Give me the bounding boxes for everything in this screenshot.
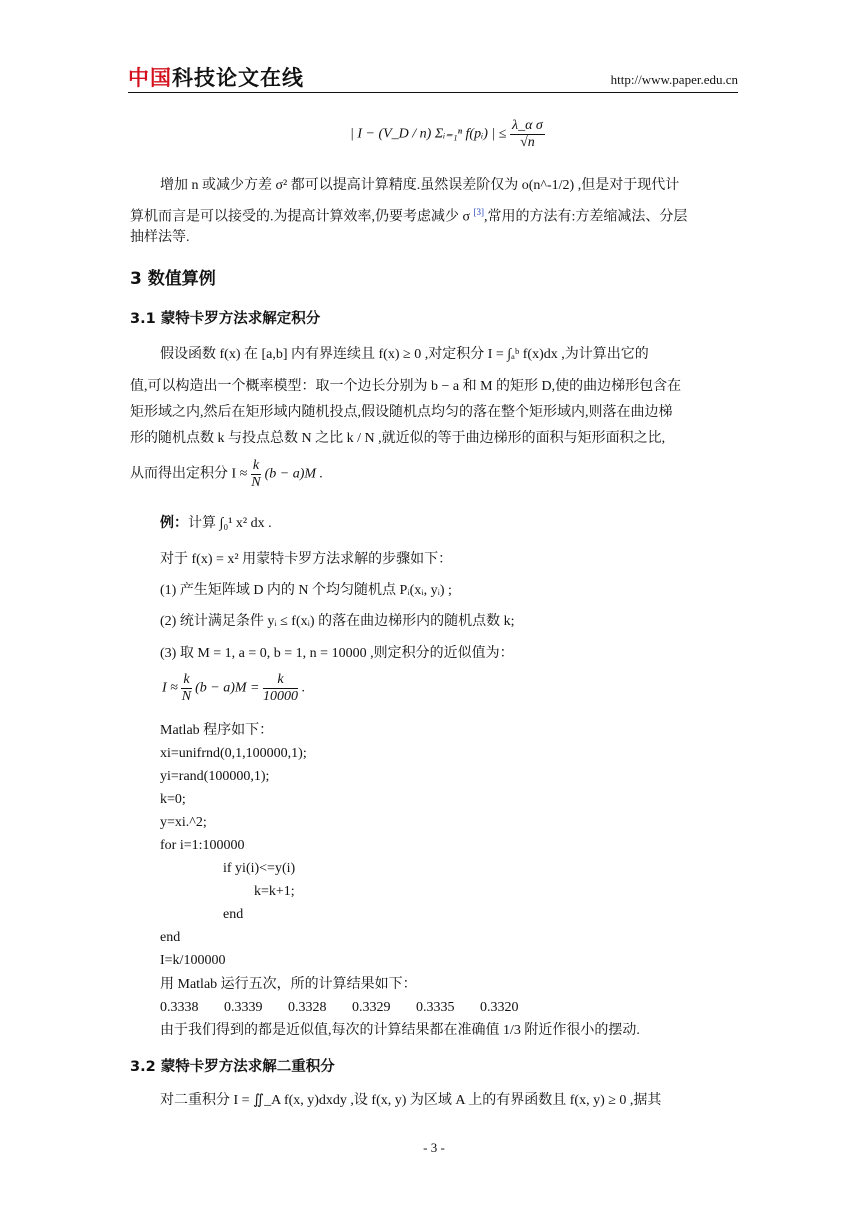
error-bound-formula bbox=[350, 118, 545, 151]
header-url[interactable]: http://www.paper.edu.cn bbox=[610, 72, 738, 87]
para1-line2-b: ,常用的方法有:方差缩减法、分层 bbox=[484, 209, 688, 225]
page-number: - 3 - bbox=[423, 1140, 445, 1155]
code-line-7: k=k+1; bbox=[254, 884, 295, 899]
run-intro: 用 Matlab 运行五次，所的计算结果如下： bbox=[160, 977, 417, 992]
conclusion: 由于我们得到的都是近似值,每次的计算结果都在准确值 1/3 附近作很小的摆动. bbox=[160, 1023, 640, 1038]
approx-formula bbox=[162, 672, 305, 705]
result-value: 0.3339 bbox=[224, 1000, 263, 1015]
approx-middle: (b − a)M = bbox=[195, 680, 260, 696]
step-3: (3) 取 M = 1, a = 0, b = 1, n = 10000 ,则定积分的近似值为： bbox=[160, 646, 514, 661]
step-1: (1) 产生矩阵域 D 内的 N 个均匀随机点 Pᵢ(xᵢ, yᵢ) ; bbox=[160, 583, 452, 598]
approx-frac-k-n bbox=[181, 672, 191, 705]
example-text: 计算 ∫₀¹ x² dx . bbox=[188, 516, 272, 531]
para1-line1: 增加 n 或减少方差 σ² 都可以提高计算精度.虽然误差阶仅为 o(n^-1/2) ,但是对于现代计 bbox=[160, 178, 680, 193]
approx-period: . bbox=[301, 680, 305, 696]
result-value: 0.3338 bbox=[160, 1000, 199, 1015]
frac-denominator-n: N bbox=[251, 475, 261, 490]
para1-line2-a: 算机而言是可以接受的.为提高计算效率,仍要考虑减少 σ bbox=[130, 209, 474, 225]
para2-line5-b: (b − a)M . bbox=[264, 466, 324, 482]
steps-intro: 对于 f(x) = x² 用蒙特卡罗方法求解的步骤如下： bbox=[160, 552, 453, 567]
example-label: 例： bbox=[160, 516, 188, 531]
results-row bbox=[160, 997, 544, 1019]
citation-link[interactable]: [3] bbox=[473, 207, 485, 217]
section-heading-3-2: 3.2 蒙特卡罗方法求解二重积分 bbox=[130, 1059, 335, 1075]
logo-black-text: 科技论文在线 bbox=[172, 66, 304, 90]
para1-line3: 抽样法等. bbox=[130, 230, 190, 245]
para2-line1: 假设函数 f(x) 在 [a,b] 内有界连续且 f(x) ≥ 0 ,对定积分 I = ∫ₐᵇ f(x)dx ,为计算出它的 bbox=[160, 347, 649, 362]
para2-line3: 矩形域之内,然后在矩形域内随机投点,假设随机点均匀的落在整个矩形域内,则落在曲边梯 bbox=[130, 405, 673, 420]
approx-num-k: k bbox=[183, 672, 190, 687]
code-line-5: for i=1:100000 bbox=[160, 838, 245, 853]
code-line-6: if yi(i)<=y(i) bbox=[223, 861, 296, 876]
approx-frac-k-10000 bbox=[263, 672, 298, 705]
para1-line2 bbox=[130, 201, 687, 229]
para2-line5-a: 从而得出定积分 I ≈ bbox=[130, 466, 248, 482]
error-bound-numerator: λ_α σ bbox=[512, 118, 543, 133]
error-bound-lhs: | I − (V_D / n) Σᵢ₌₁ⁿ f(pᵢ) | ≤ bbox=[350, 126, 507, 142]
code-line-9: end bbox=[160, 930, 181, 945]
section-heading-3: 3 数值算例 bbox=[130, 269, 216, 289]
example-line bbox=[160, 513, 272, 535]
approx-num-k2: k bbox=[263, 672, 298, 689]
frac-numerator-k: k bbox=[252, 458, 260, 473]
para2-line2: 值,可以构造出一个概率模型：取一个边长分别为 b − a 和 M 的矩形 D,使的曲边梯形包含在 bbox=[130, 379, 682, 394]
step-2: (2) 统计满足条件 yᵢ ≤ f(xᵢ) 的落在曲边梯形内的随机点数 k; bbox=[160, 614, 515, 629]
error-bound-denominator: √n bbox=[520, 135, 535, 150]
result-value: 0.3328 bbox=[288, 1000, 327, 1015]
approx-den-n: N bbox=[181, 689, 192, 704]
code-line-8: end bbox=[223, 907, 244, 922]
logo-red-text: 中国 bbox=[128, 66, 172, 90]
approx-lhs: I ≈ bbox=[162, 680, 178, 696]
error-bound-rhs bbox=[510, 118, 545, 151]
code-line-2: yi=rand(100000,1); bbox=[160, 769, 270, 784]
result-value: 0.3335 bbox=[416, 1000, 455, 1015]
result-value: 0.3329 bbox=[352, 1000, 391, 1015]
journal-logo bbox=[128, 62, 304, 92]
k-over-n-fraction bbox=[251, 458, 261, 491]
para3-line1: 对二重积分 I = ∬_A f(x, y)dxdy ,设 f(x, y) 为区域 A 上的有界函数且 f(x, y) ≥ 0 ,据其 bbox=[160, 1093, 662, 1108]
matlab-intro: Matlab 程序如下： bbox=[160, 723, 274, 738]
code-line-3: k=0; bbox=[160, 792, 186, 807]
header-rule bbox=[128, 92, 738, 93]
code-line-4: y=xi.^2; bbox=[160, 815, 207, 830]
result-value: 0.3320 bbox=[480, 1000, 519, 1015]
approx-den-10000: 10000 bbox=[262, 689, 298, 704]
section-heading-3-1: 3.1 蒙特卡罗方法求解定积分 bbox=[130, 311, 321, 327]
para2-line4: 形的随机点数 k 与投点总数 N 之比 k / N ,就近似的等于曲边梯形的面积与矩形面积之比, bbox=[130, 431, 666, 446]
code-line-1: xi=unifrnd(0,1,100000,1); bbox=[160, 746, 307, 761]
para2-line5 bbox=[130, 458, 323, 491]
code-line-10: I=k/100000 bbox=[160, 953, 226, 968]
